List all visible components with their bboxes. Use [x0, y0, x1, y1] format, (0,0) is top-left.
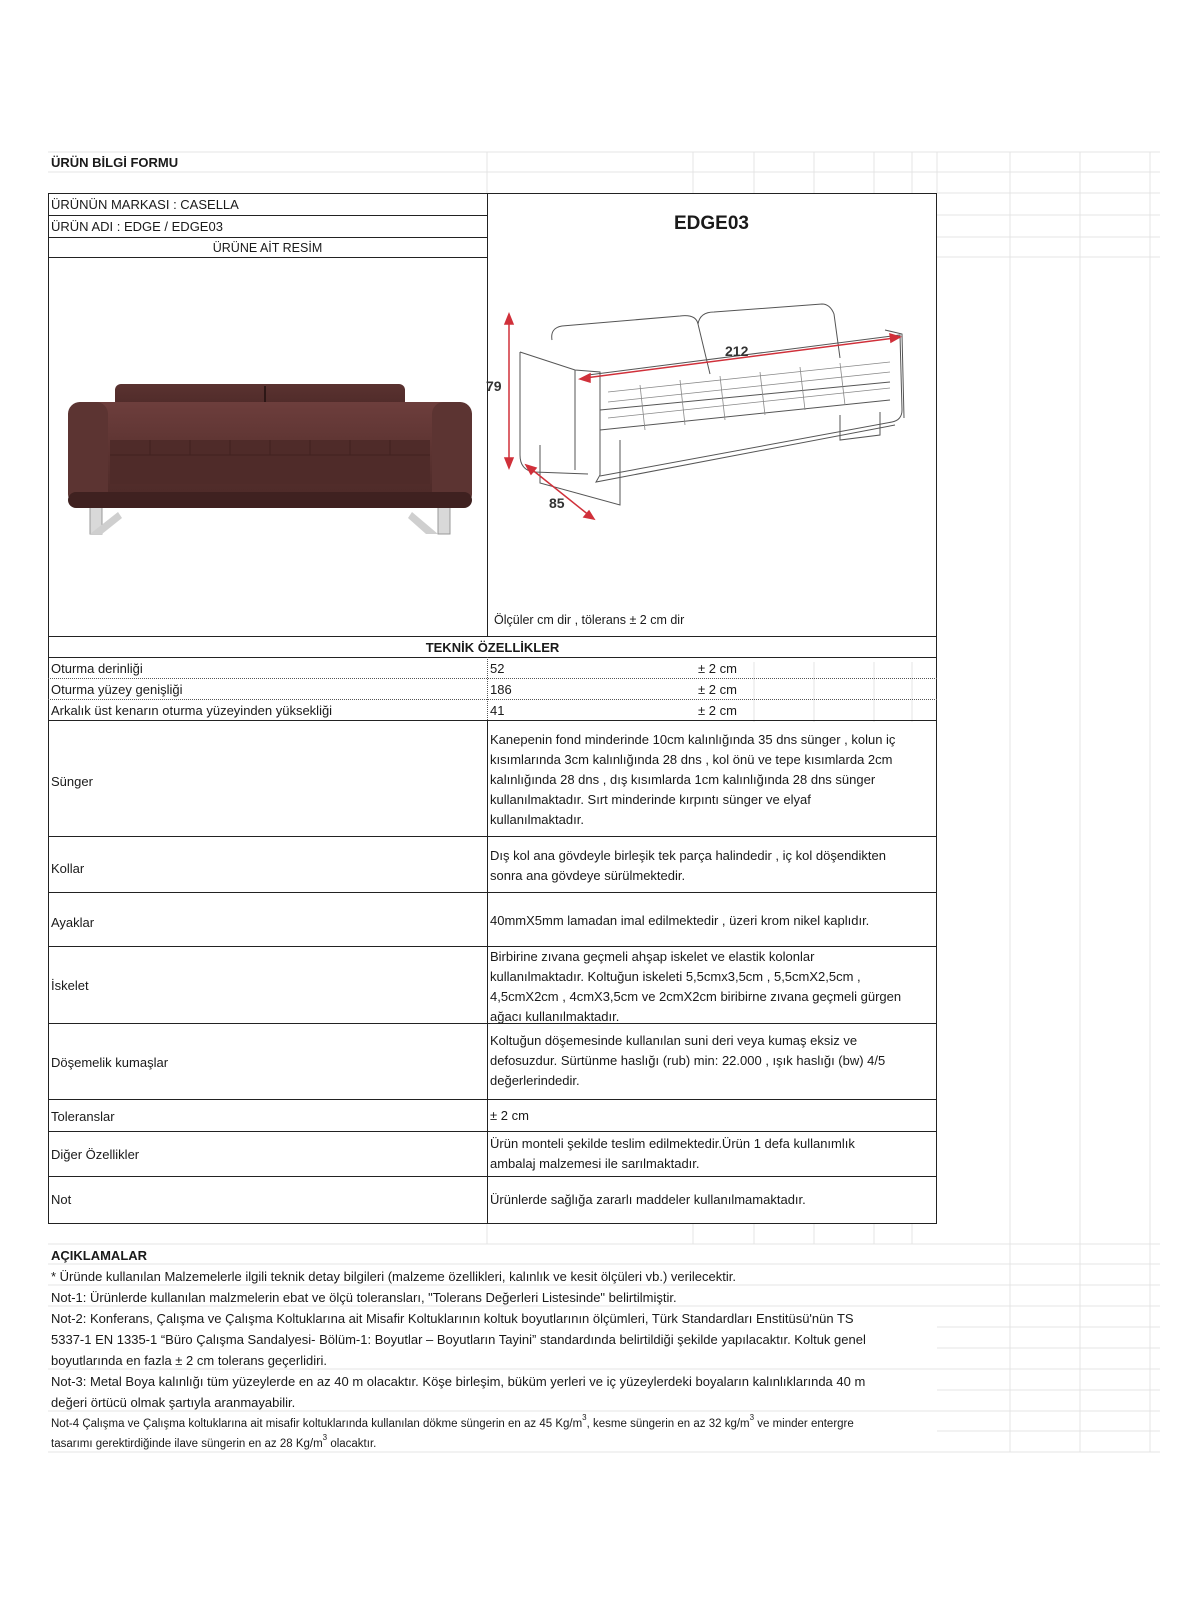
note-1: Not-1: Ürünlerde kullanılan malzmelerin ebat ve ölçü toleransları, "Tolerans Değerleri Listesinde" belirtilmiştir. [51, 1290, 677, 1305]
dimension-depth: 85 [549, 495, 565, 511]
spec-line: ambalaj malzemesi ile sarılmaktadır. [490, 1156, 700, 1171]
measure-value: 186 [490, 682, 512, 697]
spec-line: sonra ana gövdeye sürülmektedir. [490, 868, 686, 883]
spec-label-sunger: Sünger [51, 774, 93, 789]
note-line: 5337-1 EN 1335-1 “Büro Çalışma Sandalyesi- Bölüm-1: Boyutlar – Boyutların Tayini” standardında belirtildiği şekilde yapılacaktır. Koltuk genel [51, 1332, 866, 1347]
dimension-caption: Ölçüler cm dir , tölerans ± 2 cm dir [494, 613, 685, 627]
spec-line: kullanılmaktadır. [490, 812, 584, 827]
spec-line: ağacı kullanılmaktadır. [490, 1009, 620, 1024]
spec-label-diger: Diğer Özellikler [51, 1147, 140, 1162]
table-border-top [48, 193, 937, 194]
divider [48, 1099, 937, 1100]
divider [48, 657, 937, 658]
measure-tolerance: ± 2 cm [698, 703, 737, 718]
note-3 [51, 1371, 865, 1413]
note-2 [51, 1308, 866, 1371]
table-divider [487, 720, 488, 1224]
model-title: EDGE03 [674, 213, 749, 234]
divider [48, 1131, 937, 1132]
sofa-photo [60, 380, 480, 540]
note-4 [51, 1414, 854, 1454]
divider [48, 215, 487, 216]
note-line: değeri örtücü olmak şartıyla aranmayabilir. [51, 1395, 296, 1410]
spec-value-not [490, 1190, 806, 1210]
table-border-bottom [48, 1223, 937, 1224]
spec-label-kollar: Kollar [51, 861, 85, 876]
note-line: Not-3: Metal Boya kalınlığı tüm yüzeylerde en az 40 m olacaktır. Köşe birleşim, büküm yerleri ve iç yüzeylerdeki boyaların kalınlıklarında 40 m [51, 1374, 866, 1389]
note-line: Not-2: Konferans, Çalışma ve Çalışma Koltuklarına ait Misafir Koltuklarının koltuk boyutlarının ölçümleri, Türk Standardları Enstitüsü'nün TS [51, 1311, 854, 1326]
measure-tolerance: ± 2 cm [698, 661, 737, 676]
spec-line: değerlerindedir. [490, 1073, 580, 1088]
table-border-right [936, 193, 937, 1224]
note-star: * Üründe kullanılan Malzemelerle ilgili teknik detay bilgileri (malzeme özellikleri, kalınlık ve kesit ölçüleri vb.) verilecektir. [51, 1269, 736, 1284]
dimension-height: 79 [486, 378, 502, 394]
spec-value-dosemelik [490, 1031, 885, 1091]
note-line: Not-4 Çalışma ve Çalışma koltuklarına ait misafir koltuklarında kullanılan dökme süngerin en az 45 $Kg/m^3$, kesme süngerin en az 32 $kg/m^3$ ve minder entergre [51, 1413, 854, 1430]
spec-line: Kanepenin fond minderinde 10cm kalınlığında 35 dns sünger , kolun iç [490, 732, 896, 747]
spec-line: ± 2 cm [490, 1108, 529, 1123]
form-title: ÜRÜN BİLGİ FORMU [51, 155, 179, 170]
divider [48, 892, 937, 893]
dotted-divider [487, 657, 488, 720]
note-line: boyutlarında en fazla ± 2 cm tolerans geçerlidiri. [51, 1353, 327, 1368]
measure-value: 41 [490, 703, 505, 718]
spec-value-kollar [490, 846, 886, 886]
spec-line: 40mmX5mm lamadan imal edilmektedir , üzeri krom nikel kaplıdır. [490, 913, 870, 928]
dotted-divider [48, 699, 937, 700]
spec-label-toleranslar: Toleranslar [51, 1109, 115, 1124]
spec-value-toleranslar [490, 1106, 529, 1126]
measure-label: Arkalık üst kenarın oturma yüzeyinden yüksekliği [51, 703, 333, 718]
brand-line: ÜRÜNÜN MARKASI : CASELLA [51, 197, 239, 212]
spec-line: Koltuğun döşemesinde kullanılan suni deri veya kumaş eksiz ve [490, 1033, 858, 1048]
spec-line: Ürünlerde sağlığa zararlı maddeler kullanılmamaktadır. [490, 1192, 806, 1207]
measure-label: Oturma yüzey genişliği [51, 682, 183, 697]
spec-value-diger [490, 1134, 855, 1174]
product-name-line: ÜRÜN ADI : EDGE / EDGE03 [51, 219, 223, 234]
divider [48, 257, 487, 258]
measure-value: 52 [490, 661, 505, 676]
spec-value-ayaklar [490, 911, 869, 931]
image-header: ÜRÜNE AİT RESİM [212, 241, 323, 255]
table-border-left [48, 193, 49, 1224]
table-divider-image [487, 193, 488, 636]
notes-header: AÇIKLAMALAR [51, 1248, 148, 1263]
measure-tolerance: ± 2 cm [698, 682, 737, 697]
spec-value-iskelet [490, 947, 901, 1027]
spec-label-iskelet: İskelet [51, 978, 89, 993]
dimension-width: 212 [725, 343, 749, 359]
divider [48, 720, 937, 721]
measure-label: Oturma derinliği [51, 661, 143, 676]
spec-line: Dış kol ana gövdeyle birleşik tek parça halindedir , iç kol döşendikten [490, 848, 886, 863]
divider [48, 237, 487, 238]
spec-value-sunger [490, 730, 895, 830]
divider [48, 1176, 937, 1177]
spec-line: Ürün monteli şekilde teslim edilmektedir.Ürün 1 defa kullanımlık [490, 1136, 855, 1151]
spec-line: Birbirine zıvana geçmeli ahşap iskelet ve elastik kolonlar [490, 949, 815, 964]
specs-header: TEKNİK ÖZELLİKLER [425, 640, 560, 655]
divider [48, 636, 937, 637]
dotted-divider [48, 678, 937, 679]
spec-line: 4,5cmX2cm , 4cmX3,5cm ve 2cmX2cm biribirne zıvana geçmeli gürgen [490, 989, 902, 1004]
spec-label-ayaklar: Ayaklar [51, 915, 95, 930]
spec-line: kullanılmaktadır. Sırt minderinde kırpıntı sünger ve elyaf [490, 792, 811, 807]
divider [48, 836, 937, 837]
spec-line: kısımlarında 3cm kalınlığında 28 dns , kol önü ve tepe kısımlarda 2cm [490, 752, 893, 767]
spec-label-dosemelik: Döşemelik kumaşlar [51, 1055, 169, 1070]
spec-label-not: Not [51, 1192, 72, 1207]
note-line: tasarımı gerektirdiğinde ilave süngerin en az 28 $Kg/m^3$ olacaktır. [51, 1433, 377, 1450]
spec-line: defosuzdur. Sürtünme haslığı (rub) min: 22.000 , ışık haslığı (bw) 4/5 [490, 1053, 886, 1068]
spec-line: kalınlığında 28 dns , dış kısımlarda 1cm kalınlığında 28 dns sünger [490, 772, 876, 787]
spec-line: kullanılmaktadır. Koltuğun iskeleti 5,5cmx3,5cm , 5,5cmX2,5cm , [490, 969, 861, 984]
